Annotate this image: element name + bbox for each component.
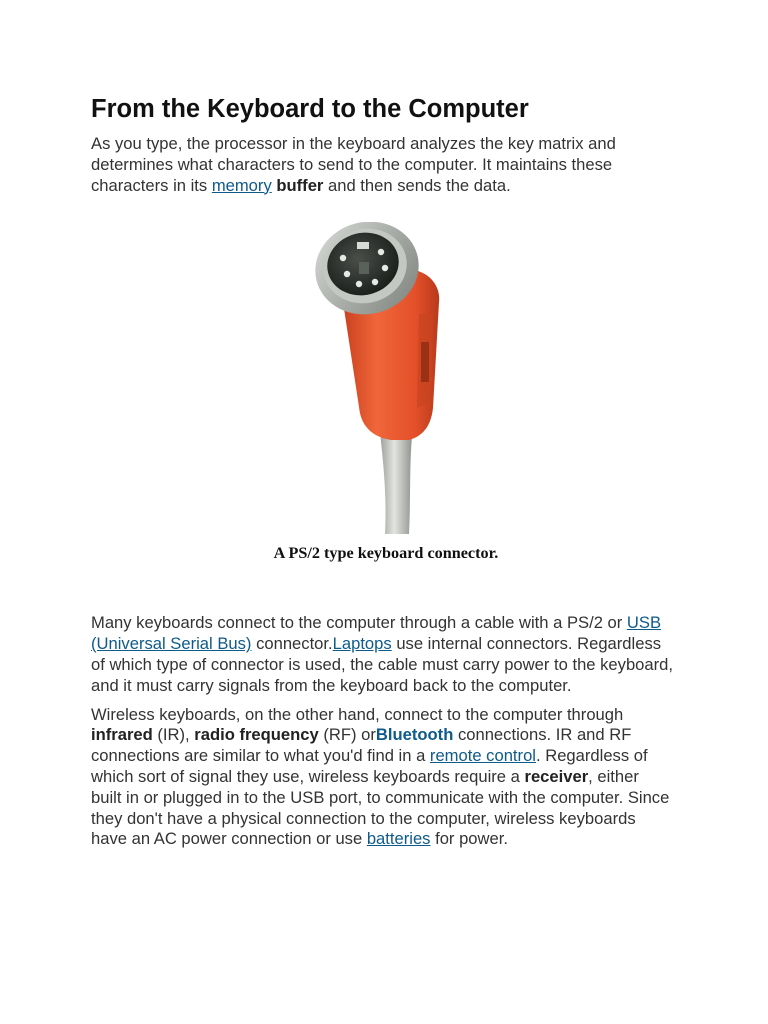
connector-figure (91, 222, 681, 534)
ps2-connector-image (301, 222, 461, 534)
paragraph-text: As you type, the processor in the keyboard analyzes the key matrix and determines what characters to send to the computer. It maintains these characters in its (91, 134, 616, 195)
paragraph-processor (91, 134, 656, 196)
paragraph-wireless (91, 705, 671, 851)
paragraph-text: use internal connectors. Regardless of which type of connector is used, the cable must carry power to the keyboard, and it must carry signals from the keyboard back to the computer. (91, 634, 674, 695)
paragraph-text: . Regardless of which sort of signal they use, wireless keyboards require a (91, 746, 648, 786)
remote-control-link[interactable]: remote control (429, 746, 536, 766)
paragraph-text: , either built in or plugged in to the USB port, to communicate with the computer. Since they don't have a physical connection to the computer, wireless keyboards have an AC power connection or use (91, 766, 670, 849)
infrared-term: infrared (91, 725, 153, 745)
paragraph-text: (IR), (152, 725, 195, 745)
paragraph-text: and then sends the data. (323, 175, 511, 195)
bluetooth-term: Bluetooth (375, 725, 454, 745)
paragraph-text: Wireless keyboards, on the other hand, connect to the computer through (91, 704, 624, 724)
paragraph-connectors (91, 613, 676, 696)
usb-link[interactable]: USB (Universal Serial Bus) (91, 613, 662, 654)
laptops-link[interactable]: Laptops (332, 634, 392, 654)
radio-frequency-term: radio frequency (194, 725, 319, 745)
paragraph-text: Many keyboards connect to the computer through a cable with a PS/2 or (91, 613, 627, 633)
receiver-term: receiver (524, 766, 589, 786)
paragraph-text: connector. (251, 634, 333, 654)
figure-caption: A PS/2 type keyboard connector. (273, 544, 499, 563)
batteries-link[interactable]: batteries (366, 829, 431, 849)
paragraph-text: connections. IR and RF connections are similar to what you'd find in a (91, 725, 632, 766)
buffer-term: buffer (276, 175, 324, 195)
article-title: From the Keyboard to the Computer (91, 95, 529, 123)
memory-link[interactable]: memory (211, 175, 272, 195)
paragraph-text: for power. (430, 829, 508, 849)
article (91, 92, 681, 850)
paragraph-text: (RF) or (318, 725, 376, 745)
